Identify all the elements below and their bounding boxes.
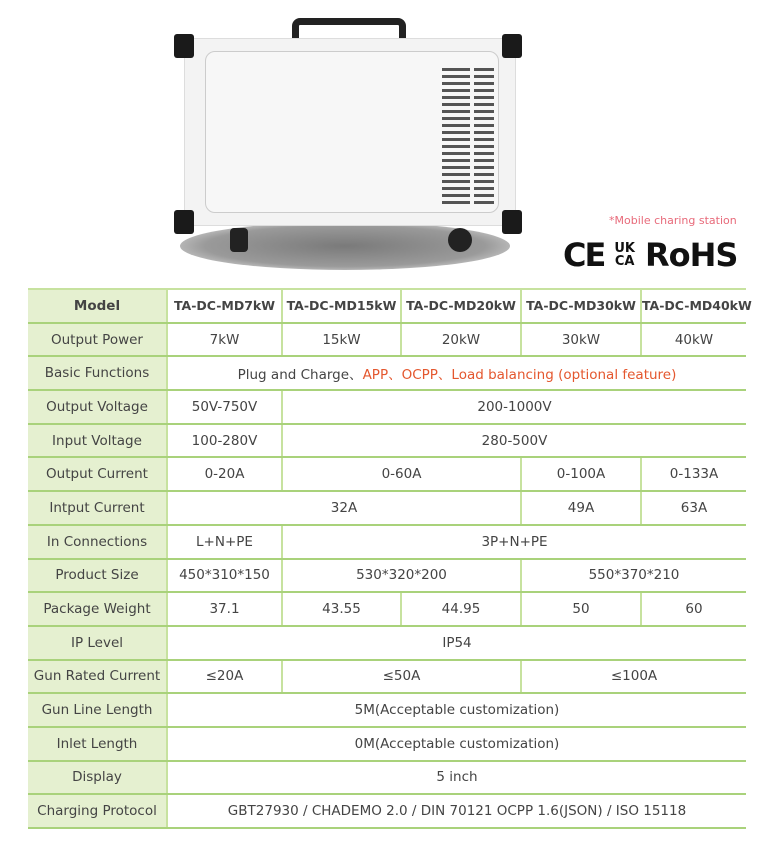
- function-segment: Plug and Charge、: [237, 367, 363, 384]
- table-row: [28, 592, 746, 626]
- corner-bumper: [174, 210, 194, 234]
- table-row: [28, 457, 746, 491]
- vent-grille: [474, 68, 494, 206]
- vent-grille: [442, 68, 470, 206]
- table-row: [28, 424, 746, 458]
- cell-value: 49A: [521, 491, 641, 525]
- ukca-mark: UK CA: [614, 241, 635, 269]
- cell-value: 60: [641, 592, 746, 626]
- cell-value: 0-100A: [521, 457, 641, 491]
- cell-value: 7kW: [167, 323, 282, 357]
- table-row: [28, 491, 746, 525]
- cell-value: 530*320*200: [282, 559, 521, 593]
- wheel: [230, 228, 248, 252]
- row-label: Gun Rated Current: [28, 660, 167, 694]
- cell-value: 50V-750V: [167, 390, 282, 424]
- cell-value: 0-60A: [282, 457, 521, 491]
- model-header: TA-DC-MD40kW: [641, 289, 746, 323]
- table-row: [28, 525, 746, 559]
- table-header-row: [28, 289, 746, 323]
- corner-bumper: [502, 34, 522, 58]
- cell-value: 0M(Acceptable customization): [167, 727, 746, 761]
- model-header: TA-DC-MD30kW: [521, 289, 641, 323]
- cell-value: 20kW: [401, 323, 521, 357]
- cell-value: 0-20A: [167, 457, 282, 491]
- table-row: [28, 390, 746, 424]
- cell-value: 40kW: [641, 323, 746, 357]
- table-row: [28, 559, 746, 593]
- row-label: Input Voltage: [28, 424, 167, 458]
- cell-value: 100-280V: [167, 424, 282, 458]
- table-row: [28, 727, 746, 761]
- row-label: Output Power: [28, 323, 167, 357]
- model-header: TA-DC-MD7kW: [167, 289, 282, 323]
- table-row: [28, 761, 746, 795]
- cell-value: 32A: [167, 491, 521, 525]
- row-label: IP Level: [28, 626, 167, 660]
- cell-value: 30kW: [521, 323, 641, 357]
- row-label: Inlet Length: [28, 727, 167, 761]
- row-label: Product Size: [28, 559, 167, 593]
- model-header: TA-DC-MD20kW: [401, 289, 521, 323]
- charger-body: [184, 38, 516, 226]
- cell-value: IP54: [167, 626, 746, 660]
- function-segment: APP、OCPP、Load balancing (optional feature): [362, 367, 677, 384]
- corner-bumper: [174, 34, 194, 58]
- row-label: Display: [28, 761, 167, 795]
- row-label: Package Weight: [28, 592, 167, 626]
- cell-value: 44.95: [401, 592, 521, 626]
- corner-bumper: [502, 210, 522, 234]
- cell-value: 15kW: [282, 323, 401, 357]
- side-panel: [205, 51, 499, 213]
- wheel: [448, 228, 472, 252]
- cell-value: ≤50A: [282, 660, 521, 694]
- cell-value: GBT27930 / CHADEMO 2.0 / DIN 70121 OCPP 1.6(JSON) / ISO 15118: [167, 794, 746, 828]
- mobile-station-note: *Mobile charing station: [609, 214, 737, 227]
- cell-value: ≤20A: [167, 660, 282, 694]
- cell-value: 37.1: [167, 592, 282, 626]
- row-label: Output Voltage: [28, 390, 167, 424]
- cell-value: 43.55: [282, 592, 401, 626]
- cell-value: 200-1000V: [282, 390, 746, 424]
- cell-value: 5 inch: [167, 761, 746, 795]
- table-row: [28, 356, 746, 390]
- row-label: Output Current: [28, 457, 167, 491]
- table-row: [28, 660, 746, 694]
- cell-value: 5M(Acceptable customization): [167, 693, 746, 727]
- ce-mark: CE: [563, 236, 605, 274]
- table-row: [28, 794, 746, 828]
- header-label: Model: [28, 289, 167, 323]
- cell-value: 550*370*210: [521, 559, 746, 593]
- model-header: TA-DC-MD15kW: [282, 289, 401, 323]
- cell-value: 50: [521, 592, 641, 626]
- table-row: [28, 626, 746, 660]
- cell-value: 280-500V: [282, 424, 746, 458]
- row-label: Intput Current: [28, 491, 167, 525]
- table-row: [28, 323, 746, 357]
- table-row: [28, 693, 746, 727]
- cell-value: 0-133A: [641, 457, 746, 491]
- cell-value: ≤100A: [521, 660, 746, 694]
- product-image: [160, 0, 530, 280]
- row-label: In Connections: [28, 525, 167, 559]
- row-label: Basic Functions: [28, 356, 167, 390]
- cell-value: 450*310*150: [167, 559, 282, 593]
- cell-value: 3P+N+PE: [282, 525, 746, 559]
- cell-value: 63A: [641, 491, 746, 525]
- cell-value: [167, 356, 746, 390]
- spec-table: [28, 288, 752, 829]
- row-label: Charging Protocol: [28, 794, 167, 828]
- certification-logos: [563, 236, 737, 274]
- cell-value: L+N+PE: [167, 525, 282, 559]
- row-label: Gun Line Length: [28, 693, 167, 727]
- rohs-mark: RoHS: [644, 236, 738, 274]
